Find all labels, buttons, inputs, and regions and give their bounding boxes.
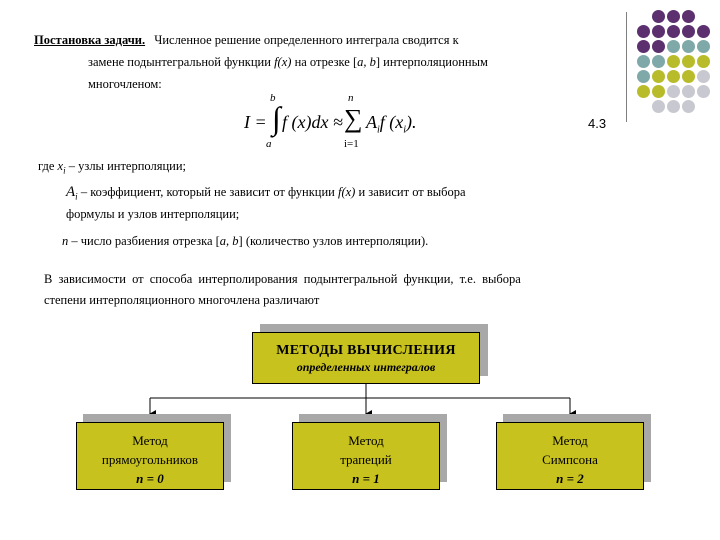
paragraph-line-2: степени интерполяционного многочлена различают [44, 293, 320, 307]
method-box-simpson [496, 422, 644, 490]
intro-line-3: многочленом: [88, 77, 162, 91]
def2-b: – коэффициент, который не зависит от функции [77, 185, 338, 199]
method-name: трапеций [340, 452, 392, 467]
intro-heading: Постановка задачи. [34, 33, 146, 47]
method-label: Метод [552, 433, 588, 448]
formula-int-lower: a [266, 138, 272, 150]
formula-int-upper: b [270, 92, 276, 104]
method-order: n = 2 [556, 471, 584, 486]
formula-A-sub: i [377, 124, 380, 136]
formula-f: f (x [379, 112, 404, 132]
def2-A: A [66, 184, 76, 200]
formula-x-sub: i [403, 124, 407, 136]
equation-number: 4.3 [588, 116, 607, 131]
integral-sign-icon: ∫ [272, 100, 281, 136]
formula-sum-lower: i=1 [344, 138, 359, 150]
intro-ab: a, b [357, 55, 376, 69]
intro-line1-text: Численное решение определенного интеграла сводится к [154, 33, 459, 47]
intro-fx: f(x) [274, 55, 292, 69]
def1-a: где [38, 159, 58, 173]
def1-i: i [63, 165, 66, 176]
def2-c: и зависит от выбора [355, 185, 466, 199]
method-order: n = 1 [352, 471, 380, 486]
formula-end: ). [406, 112, 417, 132]
intro-line2-a: замене подынтегральной функции [88, 55, 275, 69]
def2-fx: f(x) [338, 185, 356, 199]
method-box-trapezoids [292, 422, 440, 490]
main-methods-box [252, 332, 480, 384]
method-name: прямоугольников [101, 452, 199, 467]
method-order: n = 0 [136, 471, 164, 486]
method-label: Метод [132, 433, 168, 448]
def3-c: ] (количество узлов интерполяции). [238, 234, 429, 248]
def3-ab: a, b [219, 234, 239, 248]
method-name: Симпсона [542, 452, 598, 467]
main-box-subtitle: определенных интегралов [296, 360, 436, 374]
formula-lhs: I = [244, 112, 267, 132]
formula-integrand: f (x)dx ≈ [282, 112, 343, 132]
main-box-title: МЕТОДЫ ВЫЧИСЛЕНИЯ [276, 343, 456, 358]
method-box-rectangles [76, 422, 224, 490]
def2-i: i [75, 191, 78, 202]
intro-line2-b: на отрезке [ [291, 55, 358, 69]
formula-A: A [366, 112, 377, 132]
method-label: Метод [348, 433, 384, 448]
def1-x: x [57, 159, 64, 173]
sum-sign-icon: ∑ [344, 104, 363, 133]
intro-line2-c: ] интерполяционным [375, 55, 488, 69]
formula-sum-upper: n [348, 92, 354, 104]
def-coefficient-line2: формулы и узлов интерполяции; [66, 207, 240, 221]
paragraph-line-1: В зависимости от способа интерполирования подынтегральной функции, т.е. выбора [44, 272, 521, 286]
def1-b: – узлы интерполяции; [65, 159, 187, 173]
def3-b: – число разбиения отрезка [ [68, 234, 220, 248]
def3-n: n [62, 234, 69, 248]
